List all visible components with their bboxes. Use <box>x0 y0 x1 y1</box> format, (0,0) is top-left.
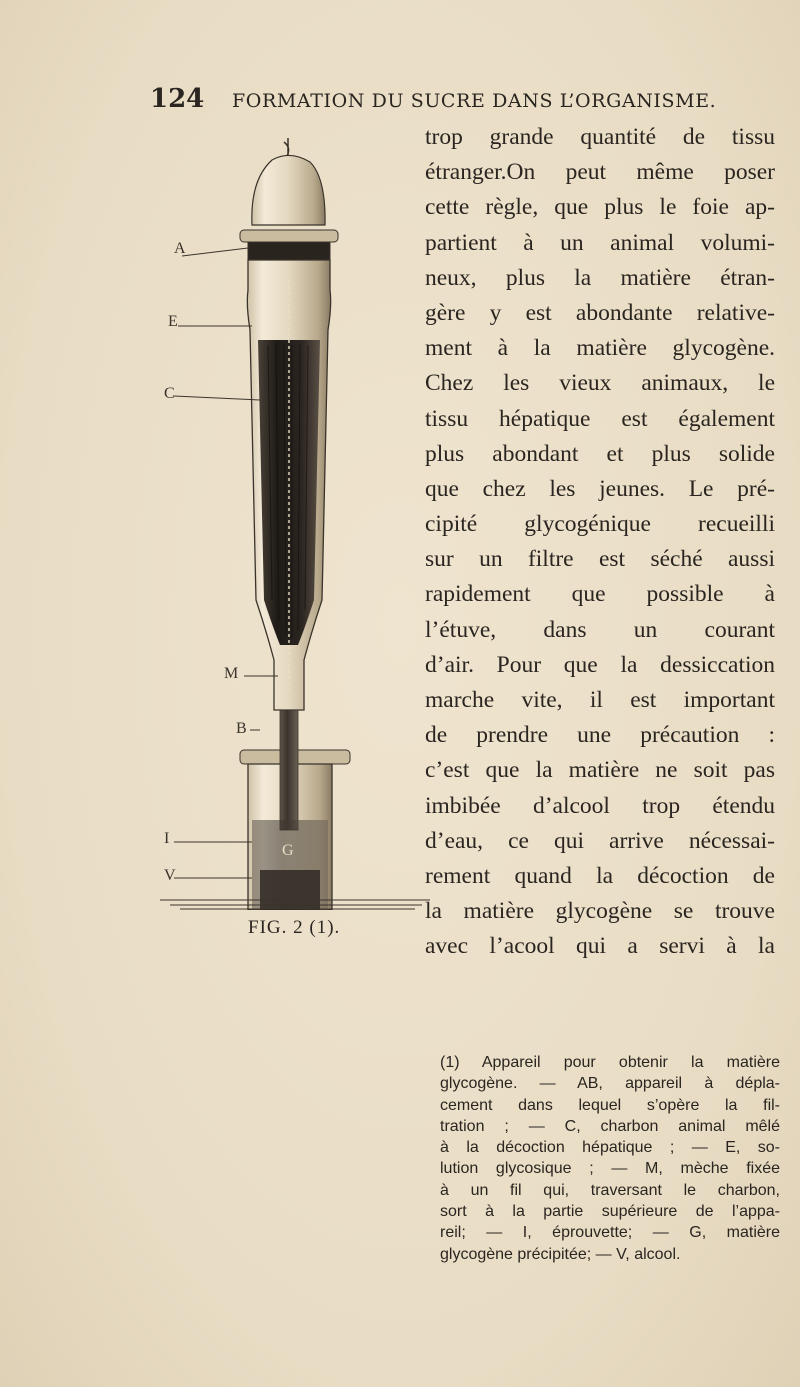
label-C: C <box>164 385 175 402</box>
body-line: gère y est abondante relative- <box>425 299 775 326</box>
label-E: E <box>168 313 178 330</box>
body-line: marche vite, il est important <box>425 687 775 713</box>
label-I: I <box>164 830 170 847</box>
page-number: 124 <box>150 84 205 114</box>
label-B: B <box>236 720 247 737</box>
footnote <box>440 1052 780 1265</box>
body-text <box>425 120 775 965</box>
footnote-line: glycogène. — AB, appareil à dépla- <box>440 1075 780 1093</box>
body-line: rapidement que possible à <box>425 581 775 608</box>
figure-caption: FIG. 2 (1). <box>248 917 341 938</box>
footnote-line: (1) Appareil pour obtenir la matière <box>440 1054 780 1071</box>
apparatus-figure <box>160 130 440 910</box>
body-line: rement quand la décoction de <box>425 862 775 889</box>
body-line: que chez les jeunes. Le pré- <box>425 475 775 502</box>
footnote-line: cement dans lequel s’opère la fil- <box>440 1096 780 1114</box>
body-line: sur un filtre est séché aussi <box>425 546 775 573</box>
label-G: G <box>282 842 294 859</box>
body-line: étranger.On peut même poser <box>425 159 775 186</box>
footnote-line: tration ; — C, charbon animal mêlé <box>440 1117 780 1135</box>
page-header <box>150 84 717 124</box>
label-A: A <box>174 240 186 257</box>
body-line: ment à la matière glycogène. <box>425 335 775 362</box>
footnote-line: glycogène précipitée; — V, alcool. <box>440 1245 681 1263</box>
body-line: l’étuve, dans un courant <box>425 616 775 643</box>
body-line: plus abondant et plus solide <box>425 440 775 467</box>
body-line: trop grande quantité de tissu <box>425 124 775 150</box>
footnote-line: à la décoction hépatique ; — E, so- <box>440 1139 780 1157</box>
body-line: c’est que la matière ne soit pas <box>425 757 775 784</box>
body-line: Chez les vieux animaux, le <box>425 370 775 397</box>
body-line: la matière glycogène se trouve <box>425 898 775 925</box>
apparatus-illustration <box>160 130 440 910</box>
running-title: FORMATION DU SUCRE DANS L’ORGANISME. <box>232 90 717 112</box>
body-line: imbibée d’alcool trop étendu <box>425 792 775 819</box>
body-line: d’eau, ce qui arrive nécessai- <box>425 827 775 854</box>
label-V: V <box>164 867 176 884</box>
footnote-line: à un fil qui, traversant le charbon, <box>440 1181 780 1199</box>
body-line: cette règle, que plus le foie ap- <box>425 194 775 221</box>
body-line: neux, plus la matière étran- <box>425 264 775 291</box>
body-line: cipité glycogénique recueilli <box>425 511 775 538</box>
body-line: de prendre une précaution : <box>425 722 775 749</box>
footnote-line: reil; — I, éprouvette; — G, matière <box>440 1224 780 1242</box>
body-line: avec l’acool qui a servi à la <box>425 933 775 960</box>
footnote-line: sort à la partie supérieure de l’appa- <box>440 1203 780 1221</box>
footnote-line: lution glycosique ; — M, mèche fixée <box>440 1160 780 1178</box>
body-line: tissu hépatique est également <box>425 405 775 432</box>
body-line: d’air. Pour que la dessiccation <box>425 651 775 678</box>
body-line: partient à un animal volumi- <box>425 229 775 256</box>
label-M: M <box>224 665 239 682</box>
